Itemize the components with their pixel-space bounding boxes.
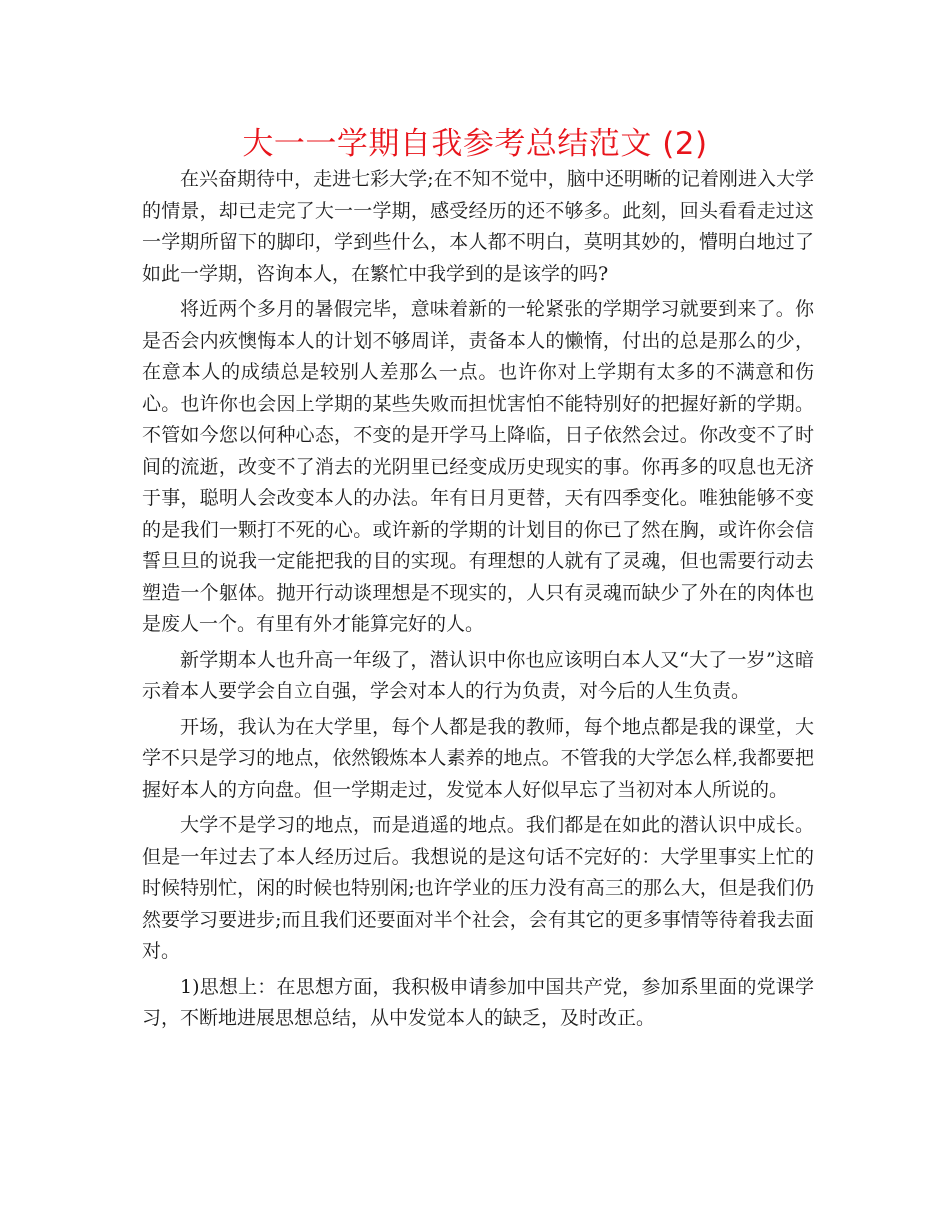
document-title: 大一一学期自我参考总结范文 (2) xyxy=(242,126,708,162)
paragraph-1: 在兴奋期待中，走进七彩大学;在不知不觉中，脑中还明晰的记着刚进入大学的情景，却已走完了大一一学期，感受经历的还不够多。此刻，回头看看走过这一学期所留下的脚印，学到些什么，本人都不明白，莫明其妙的，懵明白地过了如此一学期，咨询本人，在繁忙中我学到的是该学的吗? xyxy=(142,168,814,285)
paragraph-2: 将近两个多月的暑假完毕，意味着新的一轮紧张的学期学习就要到来了。你是否会内疚懊悔本人的计划不够周详，责备本人的懒惰，付出的总是那么的少，在意本人的成绩总是较别人差那么一点。也许你对上学期有太多的不满意和伤心。也许你也会因上学期的某些失败而担忧害怕不能特别好的把握好新的学期。不管如今您以何种心态，不变的是开学马上降临，日子依然会过。你改变不了时间的流逝，改变不了消去的光阴里已经变成历史现实的事。你再多的叹息也无济于事，聪明人会改变本人的办法。年有日月更替，天有四季变化。唯独能够不变的是我们一颗打不死的心。或许新的学期的计划目的你已了然在胸，或许你会信誓旦旦的说我一定能把我的目的实现。有理想的人就有了灵魂，但也需要行动去塑造一个躯体。抛开行动谈理想是不现实的，人只有灵魂而缺少了外在的肉体也是废人一个。有里有外才能算完好的人。 xyxy=(142,298,814,635)
document-body xyxy=(142,164,814,1039)
paragraph-4: 开场，我认为在大学里，每个人都是我的教师，每个地点都是我的课堂，大学不只是学习的地点，依然锻炼本人素养的地点。不管我的大学怎么样,我都要把握好本人的方向盘。但一学期走过，发觉本人好似早忘了当初对本人所说的。 xyxy=(142,715,814,801)
paragraph-5: 大学不是学习的地点，而是逍遥的地点。我们都是在如此的潜认识中成长。但是一年过去了本人经历过后。我想说的是这句话不完好的：大学里事实上忙的时候特别忙，闲的时候也特别闲;也许学业的压力没有高三的那么大，但是我们仍然要学习要进步;而且我们还要面对半个社会，会有其它的更多事情等待着我去面对。 xyxy=(142,814,814,962)
paragraph-3: 新学期本人也升高一年级了，潜认识中你也应该明白本人又“大了一岁”这暗示着本人要学会自立自强，学会对本人的行为负责，对今后的人生负责。 xyxy=(142,648,814,702)
paragraph-6: 1)思想上：在思想方面，我积极申请参加中国共产党，参加系里面的党课学习，不断地进展思想总结，从中发觉本人的缺乏，及时改正。 xyxy=(142,975,814,1029)
